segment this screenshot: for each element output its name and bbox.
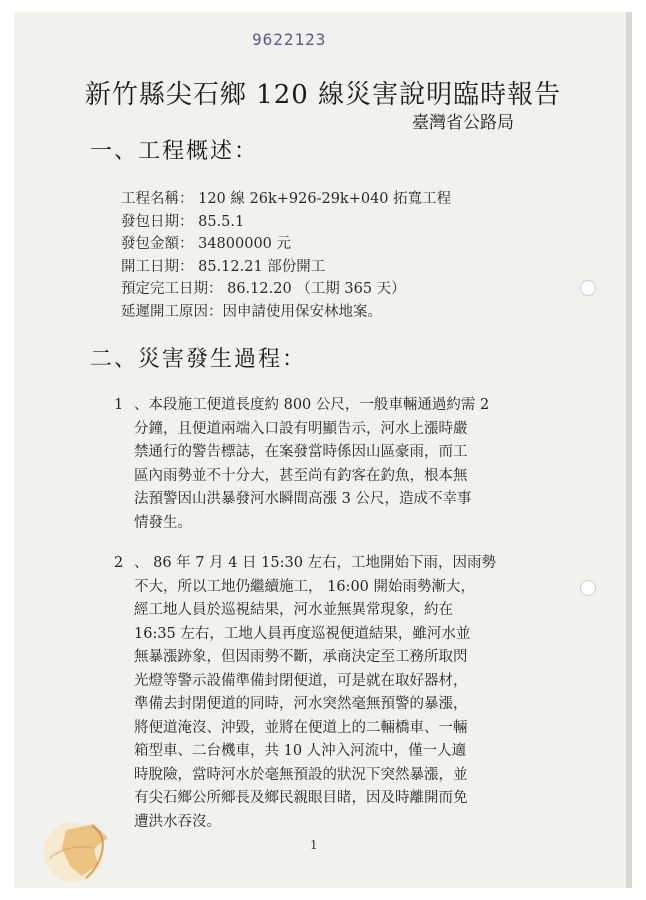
paragraph-2	[114, 552, 554, 834]
paragraph-1	[114, 394, 554, 535]
project-facts	[121, 188, 451, 323]
fact-line: 工程名稱： 120 線 26k+926-29k+040 拓寬工程	[121, 191, 452, 207]
paragraph-line: 禁通行的警告標誌，在案發當時係因山區豪雨，而工	[134, 444, 468, 460]
fact-line: 預定完工日期： 86.12.20 （工期 365 天）	[121, 281, 406, 297]
paragraph-line: 經工地人員於巡視結果，河水並無異常現象，約在	[134, 602, 453, 618]
section-1-heading: 一、工程概述：	[90, 139, 259, 164]
paragraph-line: 光燈等警示設備準備封閉便道，可是就在取好器材，	[134, 672, 468, 689]
paragraph-line: 時脫險，當時河水於毫無預設的狀況下突然暴漲，並	[134, 766, 468, 783]
paragraph-line: 不大，所以工地仍繼續施工， 16:00 開始雨勢漸大，	[134, 578, 476, 595]
paragraph-line: 準備去封閉便道的同時，河水突然毫無預警的暴漲，	[134, 696, 468, 712]
paragraph-line: 箱型車、二台機車，共 10 人沖入河流中，僅一人適	[134, 743, 467, 759]
fact-line: 開工日期： 85.12.21 部份開工	[121, 258, 326, 275]
fact-line: 發包金額： 34800000 元	[121, 236, 292, 252]
page-number: 1	[310, 838, 318, 852]
paragraph-line: 有尖石鄉公所鄉長及鄉民親眼目睹，因及時離開而免	[134, 790, 468, 806]
paragraph-line: 16:35 左右，工地人員再度巡視便道結果，雖河水並	[134, 625, 471, 642]
paragraph-line: 將便道淹沒、沖毀，並將在便道上的二輛橋車、一輛	[134, 719, 468, 736]
paragraph-line: 區內雨勢並不十分大，甚至尚有釣客在釣魚，根本無	[134, 467, 468, 484]
fact-line: 發包日期： 85.5.1	[121, 213, 245, 230]
paragraph-line: 、 86 年 7 月 4 日 15:30 左右，工地開始下雨，因雨勢	[134, 555, 497, 571]
report-title: 新竹縣尖石鄉 120 線災害說明臨時報告	[84, 80, 562, 110]
section-2-heading: 二、災害發生過程：	[90, 347, 307, 372]
fact-line: 延遲開工原因：因申請使用保安林地案。	[121, 303, 382, 320]
paragraph-number: 1	[114, 397, 124, 413]
paragraph-line: 、本段施工便道長度約 800 公尺，一般車輛通過約需 2	[134, 397, 490, 413]
document-page	[14, 12, 632, 888]
paragraph-number: 2	[114, 555, 124, 571]
paragraph-line: 無暴漲跡象，但因雨勢不斷，承商決定至工務所取閃	[134, 649, 468, 665]
paragraph-line: 情發生。	[134, 514, 192, 531]
paragraph-line: 法預警因山洪暴發河水瞬間高漲 3 公尺，造成不幸事	[134, 491, 472, 507]
document-serial-stamp: 9622123	[252, 30, 327, 49]
punch-hole	[580, 280, 596, 296]
paragraph-line: 分鐘，且便道兩端入口設有明顯告示，河水上漲時嚴	[134, 420, 468, 437]
issuing-agency: 臺灣省公路局	[412, 113, 514, 133]
punch-hole	[580, 580, 596, 596]
watermark-logo	[36, 808, 132, 888]
paragraph-line: 遭洪水吞沒。	[134, 813, 221, 830]
